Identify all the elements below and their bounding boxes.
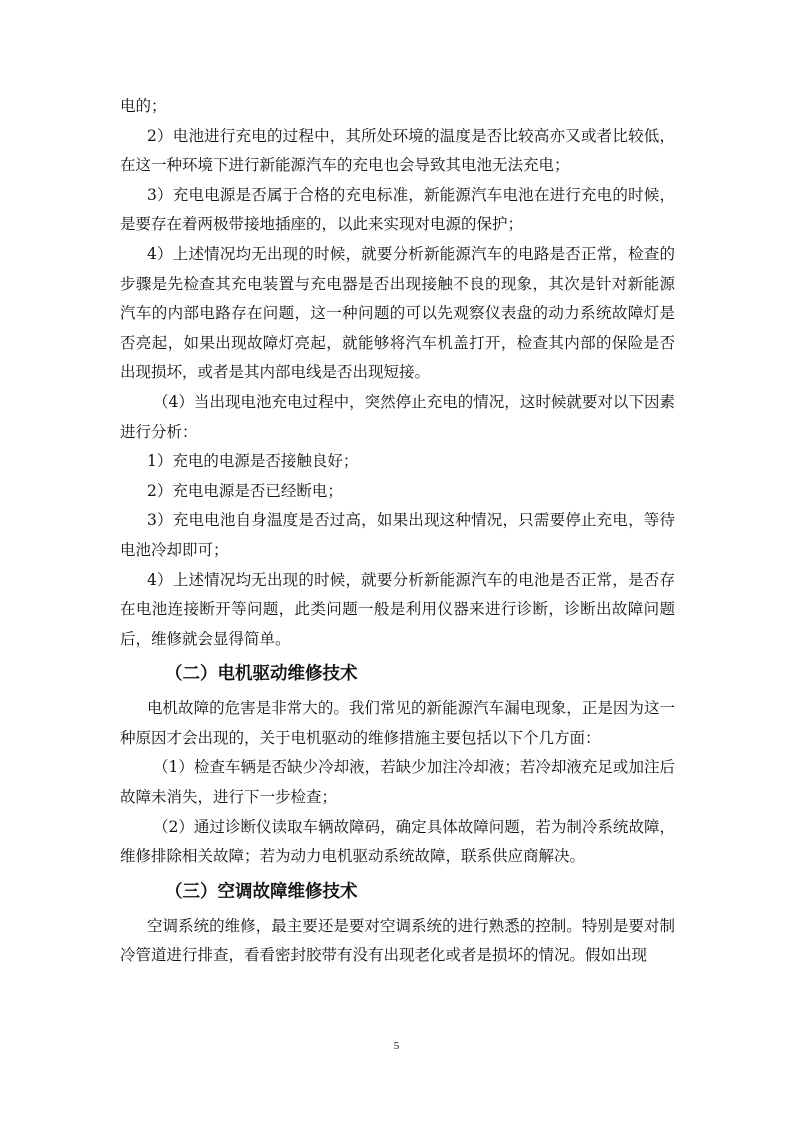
paragraph: 2）电池进行充电的过程中，其所处环境的温度是否比较高亦又或者比较低，在这一种环境下进行新能源汽车的充电也会导致其电池无法充电；	[120, 126, 675, 175]
paragraph: 4）上述情况均无出现的时候，就要分析新能源汽车的电池是否正常，是否存在电池连接断开等问题，此类问题一般是利用仪器来进行诊断，诊断出故障问题后，维修就会显得简单。	[120, 570, 675, 648]
paragraph: 电机故障的危害是非常大的。我们常见的新能源汽车漏电现象，正是因为这一种原因才会出现的，关于电机驱动的维修措施主要包括以下个几方面：	[120, 699, 675, 747]
paragraph: （4）当出现电池充电过程中，突然停止充电的情况，这时候就要对以下因素进行分析：	[120, 392, 675, 441]
section-heading: （三）空调故障维修技术	[165, 881, 358, 902]
paragraph: （1）检查车辆是否缺少冷却液，若缺少加注冷却液；若冷却液充足或加注后故障未消失，进行下一步检查；	[120, 758, 675, 807]
paragraph: 空调系统的维修，最主要还是要对空调系统的进行熟悉的控制。特别是要对制冷管道进行排查，看看密封胶带有没有出现老化或者是损坏的情况。假如出现	[120, 916, 675, 965]
paragraph: 3）充电电源是否属于合格的充电标准，新能源汽车电池在进行充电的时候，是要存在着两极带接地插座的，以此来实现对电源的保护；	[120, 185, 675, 234]
paragraph: 4）上述情况均无出现的时候，就要分析新能源汽车的电路是否正常，检查的步骤是先检查其充电装置与充电器是否出现接触不良的现象，其次是针对新能源汽车的内部电路存在问题，这一种问题的可以先观察仪表盘的动力系统故障灯是否亮起，如果出现故障灯亮起，就能够将汽车机盖打开，检查其内部的保险是否出现损坏，或者是其内部电线是否出现短接。	[120, 244, 675, 382]
page-number: 5	[393, 1040, 400, 1052]
paragraph: 电的；	[120, 97, 167, 115]
paragraph: 3）充电电池自身温度是否过高，如果出现这种情况，只需要停止充电，等待电池冷却即可；	[120, 511, 675, 559]
paragraph: 2）充电电源是否已经断电；	[147, 481, 343, 500]
paragraph: 1）充电的电源是否接触良好；	[147, 452, 359, 471]
paragraph: （2）通过诊断仪读取车辆故障码，确定具体故障问题，若为制冷系统故障，维修排除相关故障；若为动力电机驱动系统故障，联系供应商解决。	[120, 817, 675, 866]
document-body	[120, 92, 675, 971]
section-heading: （二）电机驱动维修技术	[165, 664, 358, 685]
